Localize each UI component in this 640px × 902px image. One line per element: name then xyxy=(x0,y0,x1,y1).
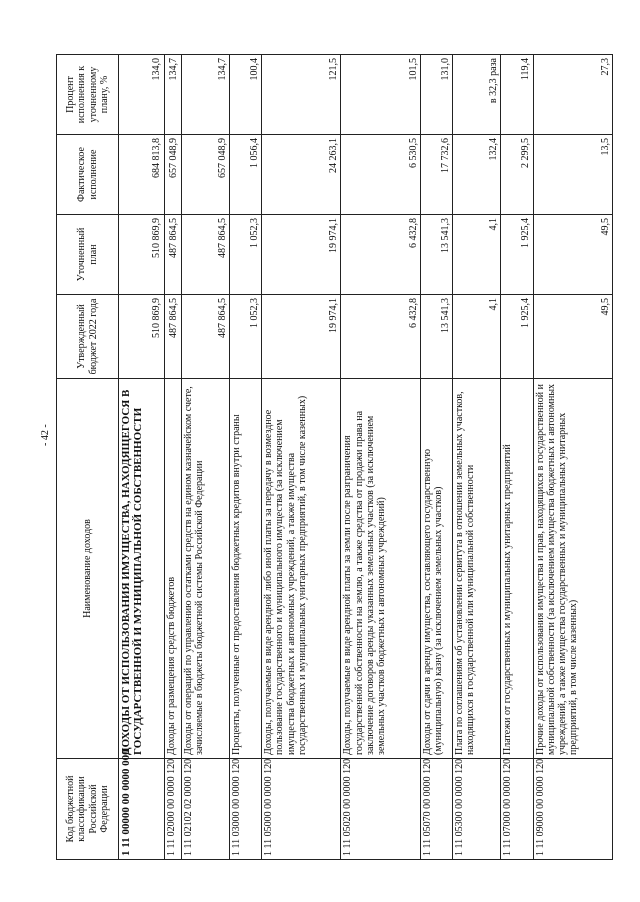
header-plan: Уточненный план xyxy=(57,215,119,295)
cell-fact: 17 732,6 xyxy=(420,135,452,215)
cell-approved: 4,1 xyxy=(453,295,501,379)
cell-name: Прочие доходы от использования имущества и прав, находящихся в государственной и муниципальной собственности (за исключением имущества бюджетных и автономных учреждений, а также имущества государственных и муниципальных унитарных предприятий, в том числе казенных) xyxy=(533,379,612,759)
header-fact: Фактическое исполнение xyxy=(57,135,119,215)
cell-code: 1 11 03000 00 0000 120 xyxy=(229,759,261,860)
cell-code: 1 11 05020 00 0000 120 xyxy=(341,759,420,860)
table-row xyxy=(341,55,420,860)
cell-fact: 13,5 xyxy=(533,135,612,215)
header-row xyxy=(57,55,119,860)
cell-fact: 24 263,1 xyxy=(262,135,341,215)
cell-name: Доходы от сдачи в аренду имущества, составляющего государственную (муниципальную) казну (за исключением земельных участков) xyxy=(420,379,452,759)
cell-percent: 101,5 xyxy=(341,55,420,135)
revenue-table xyxy=(56,54,613,860)
table-row xyxy=(420,55,452,860)
cell-plan: 49,5 xyxy=(533,215,612,295)
cell-fact: 657 048,9 xyxy=(181,135,229,215)
cell-plan: 487 864,5 xyxy=(181,215,229,295)
cell-code: 1 11 02102 02 0000 120 xyxy=(181,759,229,860)
table-row xyxy=(119,55,165,860)
cell-approved: 13 541,3 xyxy=(420,295,452,379)
cell-approved: 510 869,9 xyxy=(119,295,165,379)
cell-plan: 4,1 xyxy=(453,215,501,295)
cell-code: 1 11 05000 00 0000 120 xyxy=(262,759,341,860)
cell-plan: 6 432,8 xyxy=(341,215,420,295)
header-code: Код бюджетной классификации Российской Федерации xyxy=(57,759,119,860)
cell-plan: 510 869,9 xyxy=(119,215,165,295)
cell-plan: 19 974,1 xyxy=(262,215,341,295)
header-name: Наименование доходов xyxy=(57,379,119,759)
cell-name: Доходы от операций по управлению остатками средств на едином казначейском счете, зачисляемые в бюджеты бюджетной системы Российской Федерации xyxy=(181,379,229,759)
cell-plan: 487 864,5 xyxy=(164,215,181,295)
cell-name: Плата по соглашениям об установлении сервитута в отношении земельных участков, находящихся в государственной или муниципальной собственности xyxy=(453,379,501,759)
cell-code: 1 11 05300 00 0000 120 xyxy=(453,759,501,860)
header-percent: Процент исполнения к уточненному плану, % xyxy=(57,55,119,135)
cell-approved: 1 052,3 xyxy=(229,295,261,379)
cell-approved: 49,5 xyxy=(533,295,612,379)
cell-approved: 487 864,5 xyxy=(164,295,181,379)
cell-plan: 1 925,4 xyxy=(501,215,533,295)
page-number: - 42 - xyxy=(40,424,51,446)
cell-approved: 487 864,5 xyxy=(181,295,229,379)
cell-percent: в 32,3 раза xyxy=(453,55,501,135)
cell-percent: 134,0 xyxy=(119,55,165,135)
cell-approved: 1 925,4 xyxy=(501,295,533,379)
table-row xyxy=(164,55,181,860)
cell-percent: 100,4 xyxy=(229,55,261,135)
cell-name: Платежи от государственных и муниципальных унитарных предприятий xyxy=(501,379,533,759)
cell-code: 1 11 09000 00 0000 120 xyxy=(533,759,612,860)
table-row xyxy=(501,55,533,860)
cell-percent: 119,4 xyxy=(501,55,533,135)
table-row xyxy=(181,55,229,860)
cell-plan: 1 052,3 xyxy=(229,215,261,295)
cell-code: 1 11 05070 00 0000 120 xyxy=(420,759,452,860)
cell-percent: 134,7 xyxy=(181,55,229,135)
cell-name: Проценты, полученные от предоставления бюджетных кредитов внутри страны xyxy=(229,379,261,759)
cell-approved: 19 974,1 xyxy=(262,295,341,379)
rotated-table-container xyxy=(56,55,613,860)
cell-name: Доходы, получаемые в виде арендной платы за земли после разграничения государственной собственности на землю, а также средства от продажи права на заключение договоров аренды указанных земельных участков (за исключением земельных участков бюджетных и автономных учреждений) xyxy=(341,379,420,759)
cell-name: Доходы от размещения средств бюджетов xyxy=(164,379,181,759)
table-row xyxy=(453,55,501,860)
cell-name: ДОХОДЫ ОТ ИСПОЛЬЗОВАНИЯ ИМУЩЕСТВА, НАХОДЯЩЕГОСЯ В ГОСУДАРСТВЕННОЙ И МУНИЦИПАЛЬНОЙ СОБСТВЕННОСТИ xyxy=(119,379,165,759)
table-row xyxy=(229,55,261,860)
cell-percent: 121,5 xyxy=(262,55,341,135)
cell-fact: 1 056,4 xyxy=(229,135,261,215)
cell-code: 1 11 07000 00 0000 120 xyxy=(501,759,533,860)
cell-fact: 684 813,8 xyxy=(119,135,165,215)
table-row xyxy=(262,55,341,860)
cell-percent: 27,3 xyxy=(533,55,612,135)
cell-fact: 657 048,9 xyxy=(164,135,181,215)
cell-code: 1 11 00000 00 0000 000 xyxy=(119,759,165,860)
cell-code: 1 11 02000 00 0000 120 xyxy=(164,759,181,860)
cell-name: Доходы, получаемые в виде арендной либо иной платы за передачу в возмездное пользование государственного и муниципального имущества (за исключением имущества бюджетных и автономных учреждений, а также имущества государственных и муниципальных унитарных предприятий, в том числе казенных) xyxy=(262,379,341,759)
header-approved: Утвержденный бюджет 2022 года xyxy=(57,295,119,379)
cell-approved: 6 432,8 xyxy=(341,295,420,379)
cell-fact: 6 530,5 xyxy=(341,135,420,215)
cell-fact: 2 299,5 xyxy=(501,135,533,215)
cell-fact: 132,4 xyxy=(453,135,501,215)
cell-plan: 13 541,3 xyxy=(420,215,452,295)
table-row xyxy=(533,55,612,860)
cell-percent: 131,0 xyxy=(420,55,452,135)
cell-percent: 134,7 xyxy=(164,55,181,135)
